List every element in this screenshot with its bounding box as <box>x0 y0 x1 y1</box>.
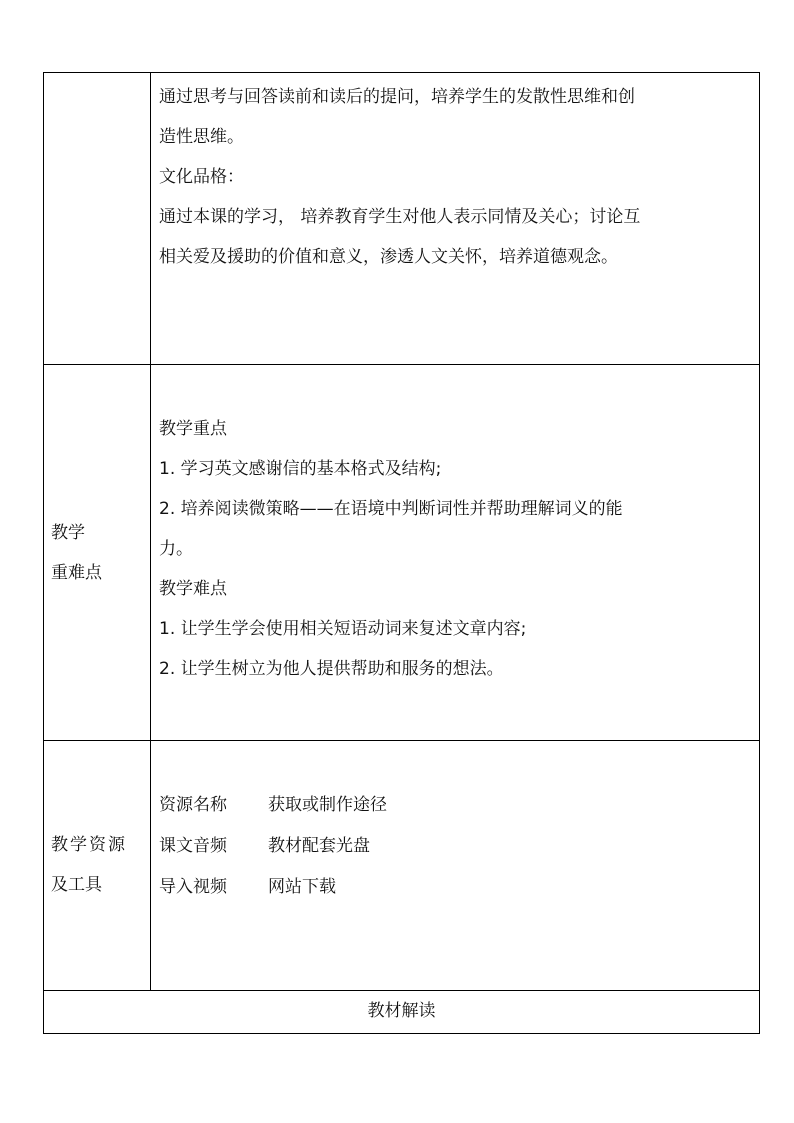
row-divider-2 <box>44 740 759 741</box>
objective-line: 相关爱及援助的价值和意义，渗透人文关怀，培养道德观念。 <box>159 247 618 267</box>
objective-line: 造性思维。 <box>159 127 244 147</box>
section-heading: 教学难点 <box>159 579 227 599</box>
resource-row <box>159 787 759 823</box>
row1-label-cell <box>44 73 150 364</box>
row-divider-1 <box>44 364 759 365</box>
objective-line: 通过本课的学习， 培养教育学生对他人表示同情及关心；讨论互 <box>159 207 641 227</box>
resource-source: 教材配套光盘 <box>268 836 370 856</box>
row1-content-cell <box>159 79 759 275</box>
resource-name: 导入视频 <box>159 877 227 897</box>
resource-row <box>159 828 759 864</box>
lesson-plan-table <box>43 72 760 1034</box>
row-label-line: 教学资源 <box>51 835 127 855</box>
row-label-line: 教学 <box>51 523 85 543</box>
row-label-line: 及工具 <box>51 875 102 895</box>
resource-source: 获取或制作途径 <box>268 795 387 815</box>
resource-name: 资源名称 <box>159 795 227 815</box>
row3-content-cell <box>159 787 759 905</box>
resource-source: 网站下载 <box>268 877 336 897</box>
list-item: 1. 让学生学会使用相关短语动词来复述文章内容; <box>159 619 527 639</box>
resource-name: 课文音频 <box>159 836 227 856</box>
list-item: 2. 培养阅读微策略——在语境中判断词性并帮助理解词义的能 <box>159 499 623 519</box>
section-heading: 文化品格： <box>159 167 244 187</box>
footer-title: 教材解读 <box>367 1001 436 1021</box>
list-item: 2. 让学生树立为他人提供帮助和服务的想法。 <box>159 659 504 679</box>
list-item: 1. 学习英文感谢信的基本格式及结构; <box>159 459 442 479</box>
row2-content-cell <box>159 411 759 687</box>
row-label-line: 重难点 <box>51 563 102 583</box>
section-heading: 教学重点 <box>159 419 227 439</box>
objective-line: 通过思考与回答读前和读后的提问，培养学生的发散性思维和创 <box>159 87 635 107</box>
resource-row <box>159 869 759 905</box>
list-item: 力。 <box>159 539 193 559</box>
row2-label-cell <box>51 513 146 593</box>
column-divider <box>150 73 151 991</box>
row3-label-cell <box>51 825 146 905</box>
